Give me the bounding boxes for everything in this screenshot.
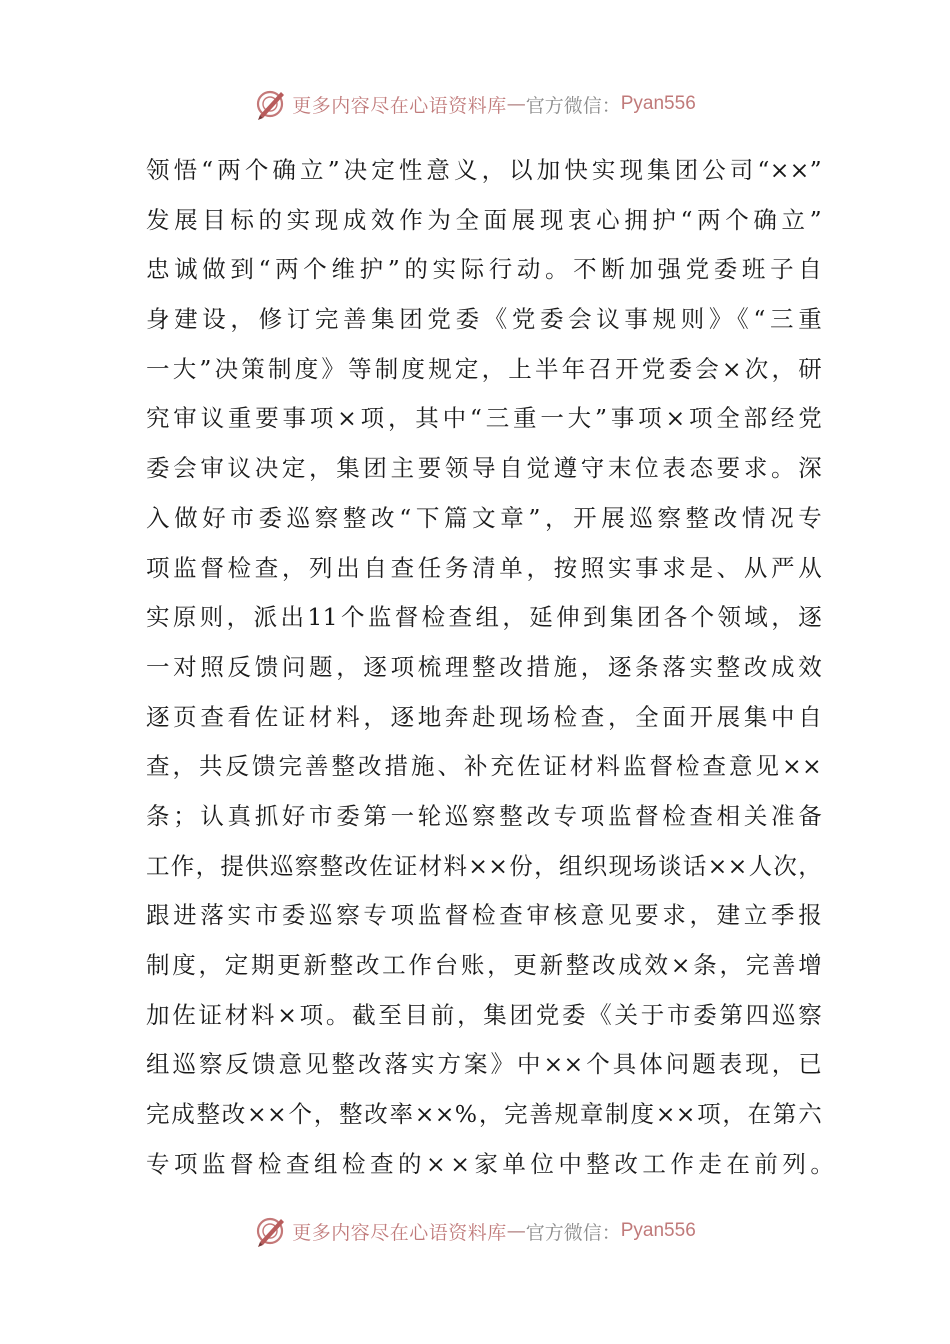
body-line: 制度，定期更新整改工作台账，更新整改成效×条，完善增: [146, 951, 822, 979]
body-line: 专项监督检查组检查的××家单位中整改工作走在前列。: [146, 1149, 839, 1178]
body-line: 领悟“两个确立”决定性意义，以加快实现集团公司“××”: [146, 156, 822, 184]
footer-watermark-banner: [0, 1211, 950, 1251]
pen-circle-logo-icon: [254, 1214, 288, 1248]
body-line: 加佐证材料×项。截至目前，集团党委《关于市委第四巡察: [146, 1000, 822, 1029]
body-line: 入做好市委巡察整改“下篇文章”，开展巡察整改情况专: [146, 503, 822, 532]
watermark-separator: —: [506, 93, 526, 115]
body-line: 跟进落实市委巡察专项监督检查审核意见要求，建立季报: [146, 901, 822, 930]
body-line: 一对照反馈问题，逐项梳理整改措施，逐条落实整改成效: [146, 652, 822, 681]
body-line: 逐页查看佐证材料，逐地奔赴现场检查，全面开展集中自: [146, 702, 822, 731]
watermark-official-label: 官方微信：: [525, 1221, 621, 1244]
body-line: 一大”决策制度》等制度规定，上半年召开党委会×次，研: [146, 354, 822, 383]
body-line: 身建设，修订完善集团党委《党委会议事规则》《“三重: [146, 305, 822, 334]
body-line: 究审议重要事项×项，其中“三重一大”事项×项全部经党: [146, 404, 822, 433]
watermark-separator: —: [506, 1220, 526, 1242]
watermark-official-label: 官方微信：: [525, 94, 621, 117]
body-line: 查，共反馈完善整改措施、补充佐证材料监督检查意见××: [146, 752, 822, 781]
watermark-wechat-id: Pyan556: [620, 93, 696, 114]
watermark-text: 更多内容尽在心语资料库: [292, 94, 507, 117]
pen-circle-logo-icon: [254, 87, 288, 121]
body-line: 发展目标的实现成效作为全面展现衷心拥护“两个确立”: [146, 205, 822, 234]
watermark-wechat-id: Pyan556: [620, 1220, 696, 1241]
document-body: [146, 146, 839, 1189]
header-watermark-banner: [0, 84, 950, 124]
body-line: 条；认真抓好市委第一轮巡察整改专项监督检查相关准备: [146, 801, 822, 830]
body-line: 忠诚做到“两个维护”的实际行动。不断加强党委班子自: [146, 255, 822, 284]
body-line: 委会审议决定，集团主要领导自觉遵守末位表态要求。深: [146, 454, 822, 483]
body-line: 实原则，派出11个监督检查组，延伸到集团各个领域，逐: [146, 603, 822, 632]
body-line: 组巡察反馈意见整改落实方案》中××个具体问题表现，已: [146, 1050, 822, 1079]
body-line: 完成整改××个，整改率××%，完善规章制度××项，在第六: [146, 1100, 822, 1129]
body-line: 工作，提供巡察整改佐证材料××份，组织现场谈话××人次，: [146, 851, 822, 880]
body-line: 项监督检查，列出自查任务清单，按照实事求是、从严从: [146, 553, 822, 582]
watermark-text: 更多内容尽在心语资料库: [292, 1221, 507, 1244]
